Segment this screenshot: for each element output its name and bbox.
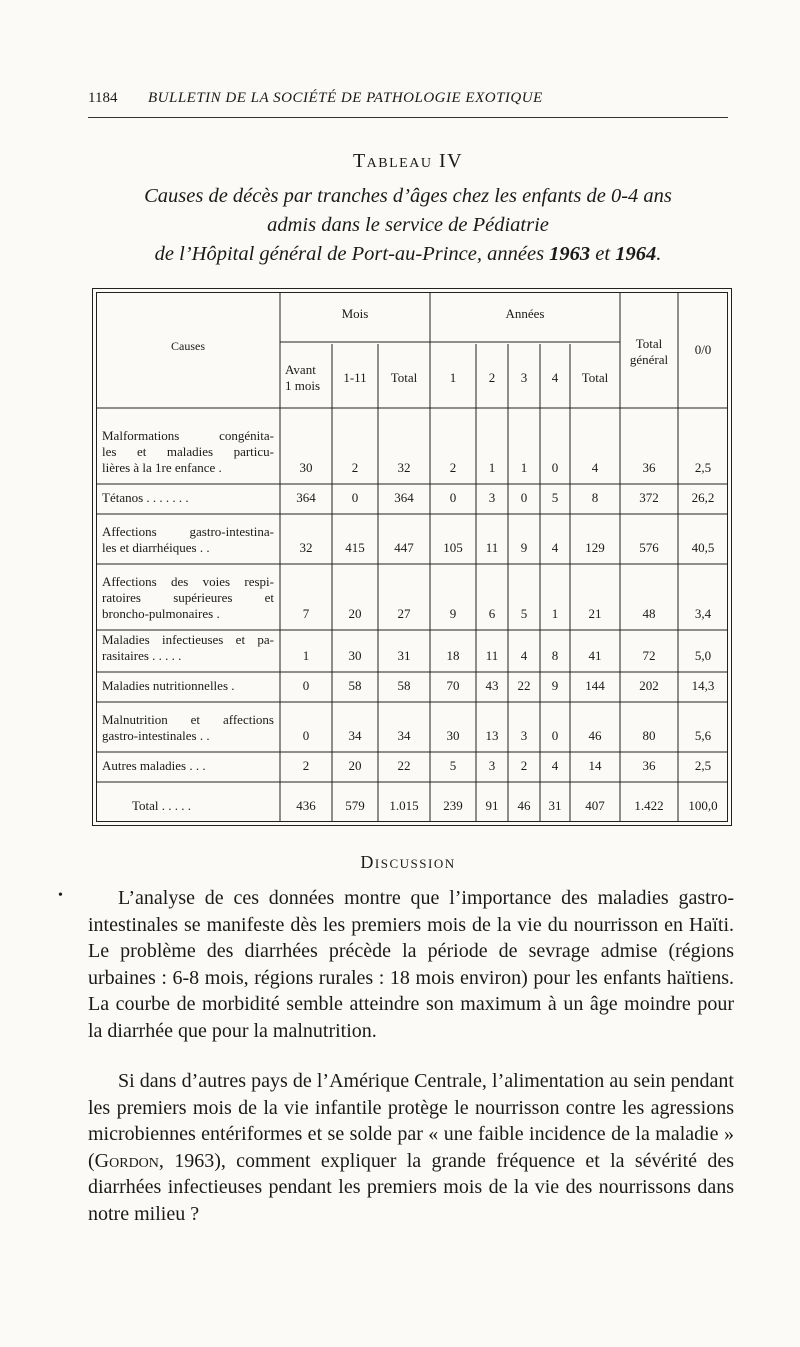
row-cell: 22 [517,678,531,693]
row-cell: 20 [348,606,362,621]
row-cell: 18 [446,648,460,663]
row-cell: 22 [397,758,411,773]
header-year-3: 3 [520,370,528,385]
caption-year-1964: 1964 [615,243,657,265]
row-cause-line: Malformations congénita- [102,428,274,443]
row-cell: 91 [485,798,499,813]
row-cell: 436 [296,798,316,813]
row-cell: 2 [449,460,457,475]
row-cell: 58 [397,678,411,693]
row-cell: 80 [642,728,656,743]
row-cause-line: ratoires supérieures et [102,590,274,605]
margin-dot: • [58,888,63,903]
header-percent: 0/0 [694,342,712,357]
row-cell: 30 [446,728,460,743]
row-cell: 0 [449,490,457,505]
row-cell: 40,5 [691,540,715,555]
row-cell: 364 [296,490,316,505]
row-cause-line: Total . . . . . [132,798,192,813]
header-year-4: 4 [551,370,559,385]
row-cell: 31 [548,798,562,813]
row-cell: 46 [588,728,602,743]
row-cell: 14 [588,758,602,773]
row-cell: 72 [642,648,656,663]
caption-year-1963: 1963 [549,243,591,265]
row-cell: 0 [551,460,559,475]
row-cell: 2 [302,758,310,773]
row-cell: 3 [488,758,496,773]
row-cell: 144 [585,678,605,693]
discussion-title: Discussion [360,852,456,872]
row-cell: 2 [351,460,359,475]
row-cause-line: les et maladies particu- [102,444,274,459]
row-cause [102,712,274,744]
row-cause [102,490,274,506]
row-cause-line: Maladies infectieuses et pa- [102,632,274,647]
row-cell: 1 [302,648,310,663]
row-cell: 34 [397,728,411,743]
header-total-general: Total général [629,336,669,367]
header-causes: Causes [171,339,205,353]
row-cell: 447 [394,540,414,555]
caption-line-3: de l’Hôpital général de Port-au-Prince, années 1963 et 1964. [154,243,662,265]
row-cell: 5 [520,606,528,621]
row-cell: 31 [397,648,411,663]
caption-age-range: 0-4 [610,185,639,207]
row-cell: 4 [551,540,559,555]
row-cell: 8 [591,490,599,505]
row-cell: 70 [446,678,460,693]
row-cell: 0 [520,490,528,505]
header-annees-total: Total [581,370,609,385]
row-cell: 1 [488,460,496,475]
row-cell: 4 [591,460,599,475]
row-cell: 27 [397,606,411,621]
row-cell: 5 [449,758,457,773]
row-cause [102,524,274,556]
row-cell: 36 [642,460,656,475]
row-cell: 30 [348,648,362,663]
author-gordon: Gordon [94,1149,159,1172]
row-cell: 30 [299,460,313,475]
row-cell: 43 [485,678,499,693]
row-cause-line: rasitaires . . . . . [102,648,182,663]
row-cell: 2 [520,758,528,773]
row-cell: 239 [443,798,463,813]
row-cause-line: Tétanos . . . . . . . [102,490,189,505]
row-cell: 46 [517,798,531,813]
row-cell: 14,3 [691,678,715,693]
row-cell: 32 [299,540,313,555]
row-cause-line: broncho-pulmonaires . [102,606,220,621]
row-cause [102,428,274,476]
header-1-11: 1-11 [343,370,367,385]
row-cell: 34 [348,728,362,743]
row-cell: 11 [485,540,499,555]
row-cell: 0 [302,728,310,743]
row-cell: 9 [551,678,559,693]
row-cell: 36 [642,758,656,773]
row-cell: 9 [520,540,528,555]
row-cell: 0 [302,678,310,693]
row-cell: 48 [642,606,656,621]
row-cell: 100,0 [688,798,718,813]
caption-line-1: Causes de décès par tranches d’âges chez les enfants de 0-4 ans [144,185,672,207]
row-cell: 4 [520,648,528,663]
row-cause-line: gastro-intestinales . . [102,728,210,743]
row-cell: 202 [639,678,659,693]
header-avant-1-mois: Avant 1 mois [285,362,321,393]
row-cell: 0 [351,490,359,505]
row-cell: 1.015 [389,798,419,813]
row-cell: 8 [551,648,559,663]
row-cell: 3 [488,490,496,505]
row-cell: 20 [348,758,362,773]
table-caption [88,182,728,269]
table-title: Tableau IV [352,150,464,172]
row-cell: 3 [520,728,528,743]
row-cause-line: Autres maladies . . . [102,758,206,773]
row-cell: 1 [520,460,528,475]
header-rule [88,117,728,118]
row-cause [102,574,274,622]
row-cell: 364 [394,490,414,505]
row-cell: 105 [443,540,463,555]
row-cell: 58 [348,678,362,693]
row-cause-line: lières à la 1re enfance . [102,460,222,475]
row-cause-line: Maladies nutritionnelles . [102,678,235,693]
row-cell: 5,6 [694,728,712,743]
row-cell: 576 [639,540,659,555]
row-cell: 41 [588,648,602,663]
row-cause [102,632,274,664]
row-cell: 5,0 [694,648,712,663]
header-mois-total: Total [390,370,418,385]
row-cell: 415 [345,540,365,555]
row-cell: 2,5 [694,460,712,475]
row-cell: 407 [585,798,605,813]
row-cell: 7 [302,606,310,621]
row-cell: 21 [588,606,602,621]
discussion-paragraph-1: L’analyse de ces données montre que l’importance des maladies gastro-intestinales se manifeste dès les premiers mois de la vie du nourrisson en Haïti. Le problème des diarrhées précède la période de sevrage admise (régions urbaines : 6-8 mois, régions rurales : 18 mois environ) pour les enfants haïtiens. La courbe de morbidité semble atteindre son maximum à un âge moindre pour la diarrhée que pour la malnutrition. [88,887,734,1042]
header-year-1: 1 [449,370,457,385]
row-cause-line: Affections des voies respi- [102,574,274,589]
row-cell: 2,5 [694,758,712,773]
row-cell: 1 [551,606,559,621]
row-cell: 9 [449,606,457,621]
row-cell: 0 [551,728,559,743]
row-cell: 6 [488,606,496,621]
causes-of-death-table [92,288,732,826]
row-cause-line: les et diarrhéiques . . [102,540,210,555]
header-year-2: 2 [488,370,496,385]
row-cell: 3,4 [694,606,712,621]
table-rules [92,288,732,826]
row-cell: 129 [585,540,605,555]
row-cell: 4 [551,758,559,773]
row-cell: 13 [485,728,499,743]
row-cell: 32 [397,460,411,475]
row-cause-line: Malnutrition et affections [102,712,274,727]
row-cause [102,678,274,694]
caption-line-2: admis dans le service de Pédiatrie [267,214,549,236]
row-cell: 26,2 [691,490,715,505]
row-cause [102,798,272,814]
discussion-paragraph-2: Si dans d’autres pays de l’Amérique Centrale, l’alimentation au sein pendant les premiers mois de la vie infantile protège le nourrisson contre les agressions microbiennes entériformes et se solde par « une faible incidence de la maladie » (Gordon, 1963), comment expliquer la grande fréquence et la sévérité des diarrhées infectieuses pendant les premiers mois de la vie des nourrissons dans notre milieu ? [88,1070,734,1225]
header-annees: Années [505,306,545,321]
row-cause-line: Affections gastro-intestina- [102,524,274,539]
row-cell: 579 [345,798,365,813]
journal-title: BULLETIN DE LA SOCIÉTÉ DE PATHOLOGIE EXOTIQUE [148,90,543,106]
header-mois: Mois [341,306,369,321]
row-cell: 372 [639,490,659,505]
row-cell: 1.422 [634,798,664,813]
page-number: 1184 [88,90,118,106]
row-cell: 11 [485,648,499,663]
row-cause [102,758,274,774]
row-cell: 5 [551,490,559,505]
